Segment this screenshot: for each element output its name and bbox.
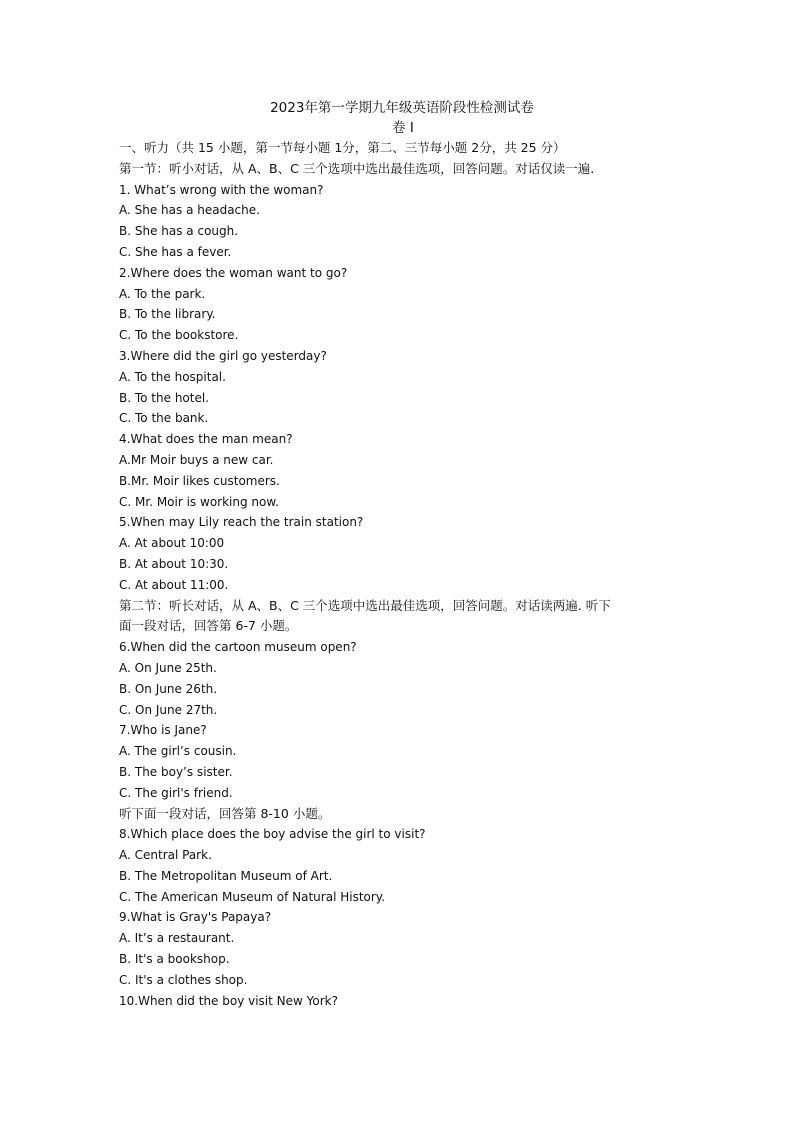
question: 9.What is Gray's Papaya? bbox=[119, 910, 272, 925]
option: A. It’s a restaurant. bbox=[119, 931, 235, 946]
option: C. At about 11:00. bbox=[119, 577, 229, 592]
question: 3.Where did the girl go yesterday? bbox=[119, 348, 327, 363]
section-instruction: 第二节：听长对话，从 A、B、C 三个选项中选出最佳选项，回答问题。对话读两遍. 听下 bbox=[119, 597, 611, 613]
exam-title: 2023年第一学期九年级英语阶段性检测试卷 bbox=[270, 100, 534, 116]
option: B. The boy’s sister. bbox=[119, 764, 233, 779]
option: C. To the bank. bbox=[119, 411, 209, 426]
question: 5.When may Lily reach the train station? bbox=[119, 515, 364, 530]
question: 6.When did the cartoon museum open? bbox=[119, 640, 357, 655]
option: B. On June 26th. bbox=[119, 681, 218, 696]
section-heading: 一、听力（共 15 小题，第一节每小题 1分，第二、三节每小题 2分，共 25 分） bbox=[119, 140, 566, 155]
option: B. At about 10:30. bbox=[119, 556, 229, 571]
option: A. She has a headache. bbox=[119, 203, 260, 218]
option: A. Central Park. bbox=[119, 848, 212, 863]
question: 7.Who is Jane? bbox=[119, 723, 207, 738]
option: B. The Metropolitan Museum of Art. bbox=[119, 868, 333, 883]
option: C. The American Museum of Natural History. bbox=[119, 889, 386, 904]
question: 10.When did the boy visit New York? bbox=[119, 993, 338, 1008]
section-instruction: 第一节：听小对话，从 A、B、C 三个选项中选出最佳选项，回答问题。对话仅读一遍. bbox=[119, 160, 595, 176]
section-instruction: 听下面一段对话，回答第 8-10 小题。 bbox=[119, 805, 331, 821]
exam-subtitle: 卷 I bbox=[392, 120, 414, 136]
section-instruction: 面一段对话，回答第 6-7 小题。 bbox=[119, 618, 298, 634]
exam-content bbox=[119, 138, 689, 1011]
option: C. To the bookstore. bbox=[119, 328, 239, 343]
option: B. To the library. bbox=[119, 307, 216, 322]
option: B. It's a bookshop. bbox=[119, 952, 230, 967]
option: A.Mr Moir buys a new car. bbox=[119, 452, 274, 467]
option: C. She has a fever. bbox=[119, 244, 232, 259]
option: B.Mr. Moir likes customers. bbox=[119, 473, 280, 488]
option: C. The girl's friend. bbox=[119, 785, 233, 800]
question: 8.Which place does the boy advise the girl to visit? bbox=[119, 827, 426, 842]
question: 2.Where does the woman want to go? bbox=[119, 265, 348, 280]
option: B. She has a cough. bbox=[119, 224, 239, 239]
option: A. To the hospital. bbox=[119, 369, 226, 384]
option: A. To the park. bbox=[119, 286, 206, 301]
question: 1. What’s wrong with the woman? bbox=[119, 182, 324, 197]
option: A. The girl’s cousin. bbox=[119, 744, 237, 759]
option: C. Mr. Moir is working now. bbox=[119, 494, 279, 509]
option: B. To the hotel. bbox=[119, 390, 209, 405]
option: C. On June 27th. bbox=[119, 702, 218, 717]
option: A. On June 25th. bbox=[119, 660, 217, 675]
option: C. It's a clothes shop. bbox=[119, 972, 248, 987]
question: 4.What does the man mean? bbox=[119, 432, 293, 447]
option: A. At about 10:00 bbox=[119, 536, 225, 551]
